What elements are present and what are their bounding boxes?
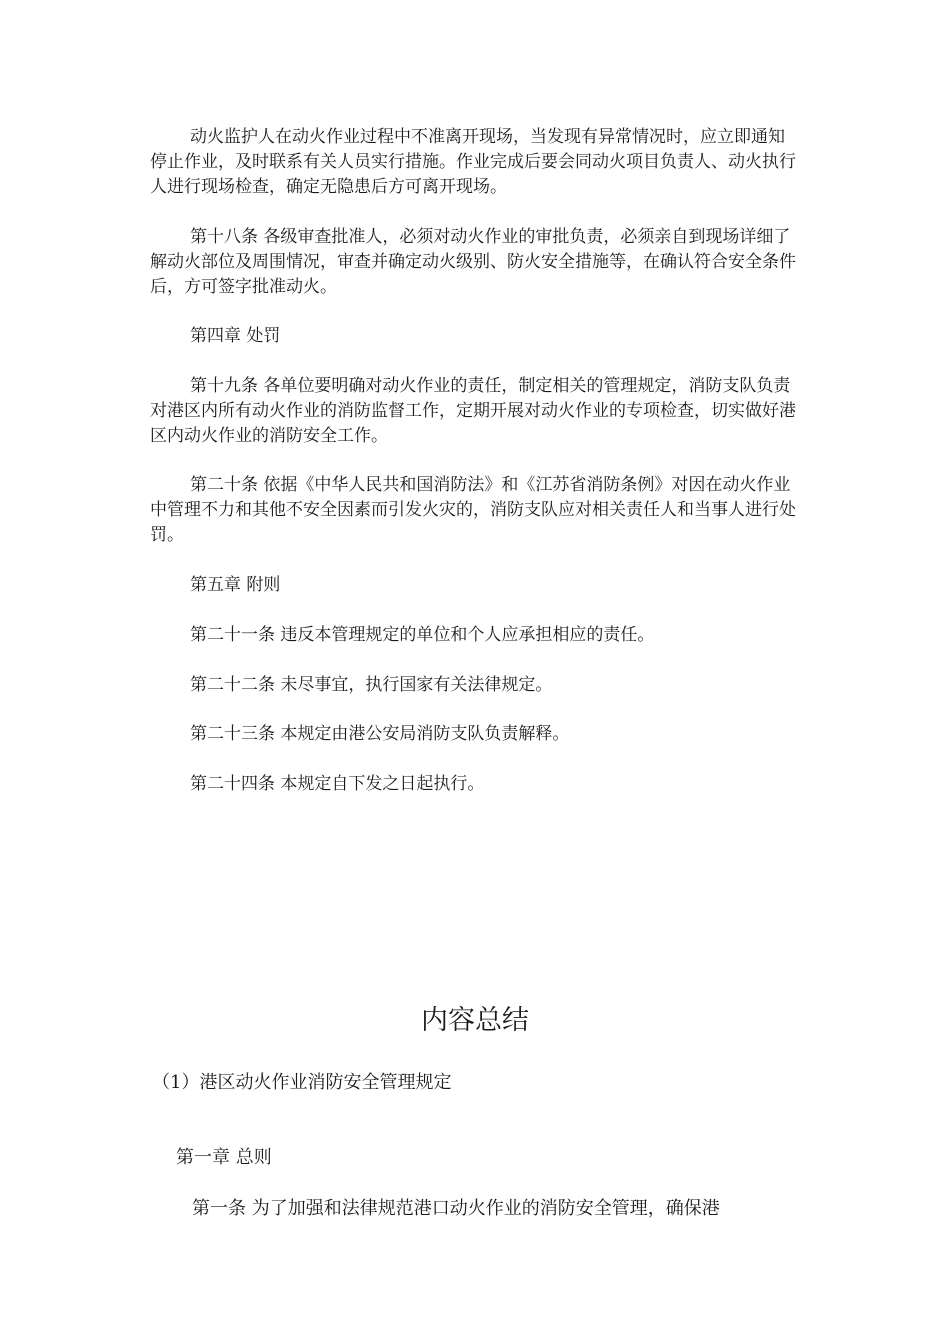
paragraph-article-24: 第二十四条 本规定自下发之日起执行。 (190, 774, 485, 794)
paragraph-article-23: 第二十三条 本规定由港公安局消防支队负责解释。 (190, 724, 570, 744)
paragraph-article-20: 第二十条 依据《中华人民共和国消防法》和《江苏省消防条例》对因在动火作业中管理不力和其他不安全因素而引发火灾的，消防支队应对相关责任人和当事人进行处罚。 (150, 475, 796, 545)
summary-article-1: 第一条 为了加强和法律规范港口动火作业的消防安全管理，确保港 (192, 1198, 720, 1219)
chapter-heading-5: 第五章 附则 (190, 575, 281, 595)
paragraph-article-19: 第十九条 各单位要明确对动火作业的责任，制定相关的管理规定，消防支队负责对港区内所有动火作业的消防监督工作，定期开展对动火作业的专项检查，切实做好港区内动火作业的消防安全工作。 (150, 376, 796, 446)
paragraph-fire-watcher: 动火监护人在动火作业过程中不准离开现场，当发现有异常情况时，应立即通知停止作业，及时联系有关人员实行措施。作业完成后要会同动火项目负责人、动火执行人进行现场检查，确定无隐患后方可离开现场。 (150, 127, 796, 197)
chapter-heading-4: 第四章 处罚 (190, 326, 281, 346)
summary-item-1: （1）港区动火作业消防安全管理规定 (152, 1072, 452, 1093)
paragraph-article-18: 第十八条 各级审查批准人，必须对动火作业的审批负责，必须亲自到现场详细了解动火部位及周围情况，审查并确定动火级别、防火安全措施等，在确认符合安全条件后，方可签字批准动火。 (150, 227, 796, 297)
summary-title: 内容总结 (421, 1005, 529, 1036)
summary-chapter-1: 第一章 总则 (176, 1147, 272, 1168)
paragraph-article-22: 第二十二条 未尽事宜，执行国家有关法律规定。 (190, 675, 553, 695)
paragraph-article-21: 第二十一条 违反本管理规定的单位和个人应承担相应的责任。 (190, 625, 655, 645)
